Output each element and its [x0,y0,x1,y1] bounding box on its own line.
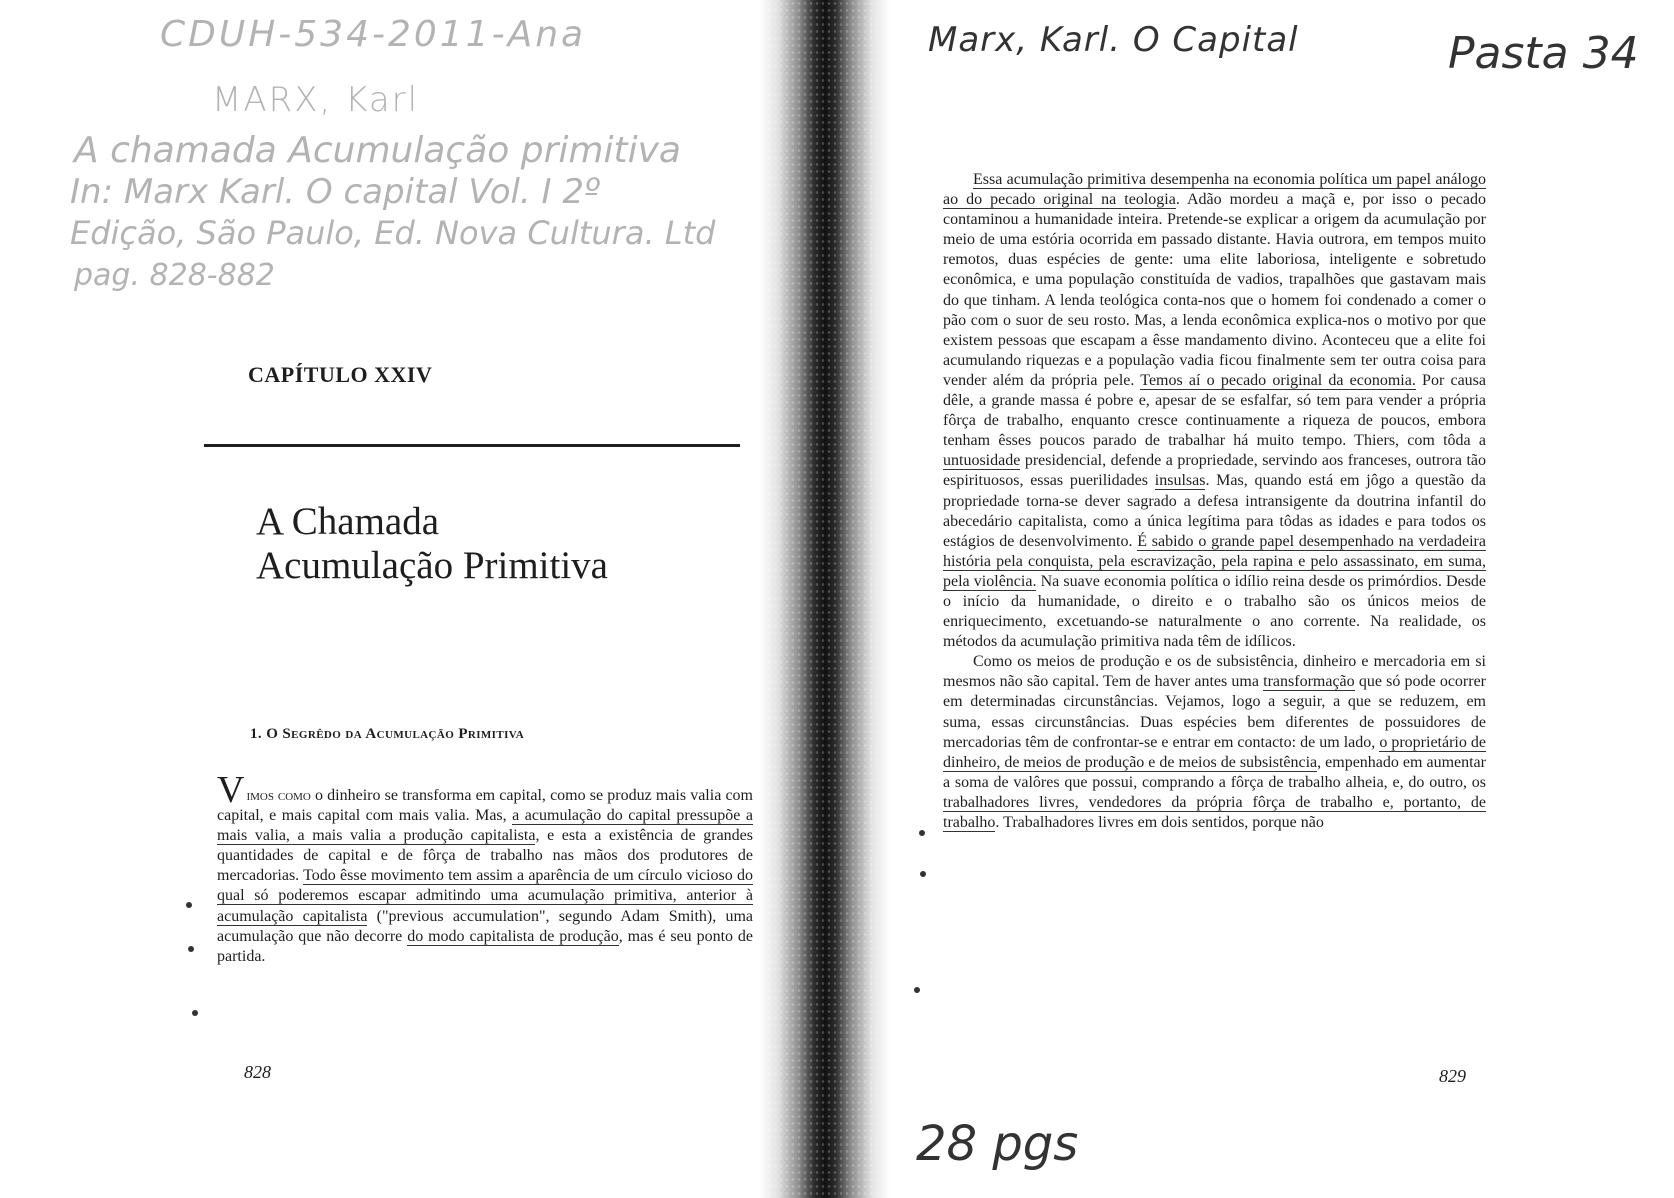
page-number: 829 [1439,1066,1466,1086]
underlined-passage: a acumulação do capital pressupõe a mais valia, a mais valia a produção capitalista [217,807,753,845]
text-run: o dinheiro se transforma em capital, como se produz mais valia com capital, e mais capital com mais valia. Mas, [217,787,753,825]
underlined-passage: trabalhadores livres, vendedores da própria fôrça de trabalho e, portanto, de trabalho [943,793,1486,831]
underlined-passage: insulsas [1154,472,1206,490]
drop-cap: V [217,769,245,811]
paragraph [943,170,1486,652]
underlined-passage: o proprietário de dinheiro, de meios de produção e de meios de subsistência [943,733,1487,771]
text-run: Como os meios de produção e os de subsistência, dinheiro e mercadoria em si mesmos não são capital. Tem de haver antes uma [943,653,1486,691]
section-heading: 1. O Segrêdo da Acumulação Primitiva [250,726,525,742]
handwritten-author: MARX, Karl [212,80,420,120]
underlined-passage: É sabido o grande papel desempenhado na verdadeira história pela conquista, pela escravização, pela rapina e pelo assassinato, em suma, pela violência. [943,532,1486,590]
handwritten-folder-number: Pasta 34 [1448,28,1639,79]
underlined-passage: Todo êsse movimento tem assim a aparência de um círculo vicioso do qual só poderemos escapar admitindo uma acumulação primitiva, anterior à acumulação capitalista [217,867,754,925]
underlined-passage: do modo capitalista de produção [407,927,619,945]
underlined-passage: Essa acumulação primitiva desempenha na economia política um papel análogo ao do pecado original na teologia [943,171,1486,209]
margin-mark [914,987,920,993]
handwritten-citation-line-4: pag. 828-882 [74,258,275,293]
handwritten-book-title: Marx, Karl. O Capital [928,20,1299,60]
text-run: , empenhado em aumentar a soma de valôres que possui, comprando a fôrça de trabalho alheia, e, do outro, os [943,753,1486,791]
handwritten-page-count: 28 pgs [916,1116,1079,1172]
page-number: 828 [244,1062,271,1082]
underlined-passage: Temos aí o pecado original da economia. [1140,371,1416,389]
margin-mark [919,830,925,836]
paragraph [943,652,1486,833]
text-run: ("previous accumulation", segundo Adam Smith), uma acumulação que não decorre [217,907,753,945]
handwritten-citation-line-3: Edição, São Paulo, Ed. Nova Cultura. Ltd [70,214,716,252]
text-run: que só pode ocorrer em determinadas circunstâncias. Vejamos, logo a seguir, a que se reduzem, em suma, essas circunstâncias. Duas espécies bem diferentes de possuidores de mercadorias têm de confrontar-se e entrar em contacto: de um lado, [943,673,1487,751]
lead-in: imos como [246,788,311,804]
handwritten-citation-line-2: In: Marx Karl. O capital Vol. I 2º [70,172,601,212]
text-run: . Trabalhadores livres em dois sentidos, porque não [995,814,1324,831]
handwritten-citation-line-1: A chamada Acumulação primitiva [74,130,681,171]
underlined-passage: transformação [1263,673,1355,691]
text-run: . Mas, quando está em jôgo a questão da propriedade torna-se dever sagrado a defesa intransigente da doutrina infantil do abecedário capitalista, como a única legítima para tôdas as idades e para todos os estágios de desenvolvimento. [943,472,1486,550]
text-run: , mas é seu ponto de partida. [217,927,754,965]
chapter-title-line-2: Acumulação Primitiva [256,544,608,587]
text-run: presidencial, defende a propriedade, servindo aos franceses, outrora tão espirituosos, essas puerilidades [943,452,1486,490]
chapter-number: CAPÍTULO XXIV [248,362,433,387]
right-body-text [943,170,1486,833]
handwritten-catalog-code: CDUH-534-2011-Ana [160,14,587,55]
chapter-title-line-1: A Chamada [256,500,440,543]
text-run: Por causa dêle, a grande massa é pobre e, apesar de se esfalfar, só tem para vender a própria fôrça de trabalho, enquanto cresce continuamente a riqueza de poucos, embora tenham êsses poucos parado de trabalhar há muito tempo. Thiers, com tôda a [943,371,1487,450]
text-run: . Adão mordeu a maçã e, por isso o pecado contaminou a humanidade inteira. Pretende-se explicar a origem da acumulação por meio de uma estória ocorrida em passado distante. Havia outrora, em tempos muito remotos, duas espécies de gente: uma elite laboriosa, inteligente e sobretudo econômica, e uma população constituída de vadios, trapalhões que gastavam mais do que tinham. A lenda teológica conta-nos que o homem foi condenado a comer o pão com o suor de seu rosto. Mas, a lenda econômica explica-nos o motivo por que existem pessoas que escapam a êsse mandamento divino. Aconteceu que a elite foi acumulando riquezas e a população vadia ficou finalmente sem ter outra coisa para vender além da própria pele. [943,191,1487,389]
underlined-passage: untuosidade [943,452,1021,470]
text-run: , e esta a existência de grandes quantidades de capital e de fôrça de trabalho nas mãos dos produtores de mercadorias. [217,827,754,885]
margin-mark [920,871,926,877]
text-run: Na suave economia política o idílio reina desde os primórdios. Desde o início da humanidade, o direito e o trabalho são os únicos meios de enriquecimento, excetuando-se naturalmente o ano corrente. Na realidade, os métodos da acumulação primitiva nada têm de idílicos. [943,572,1486,651]
